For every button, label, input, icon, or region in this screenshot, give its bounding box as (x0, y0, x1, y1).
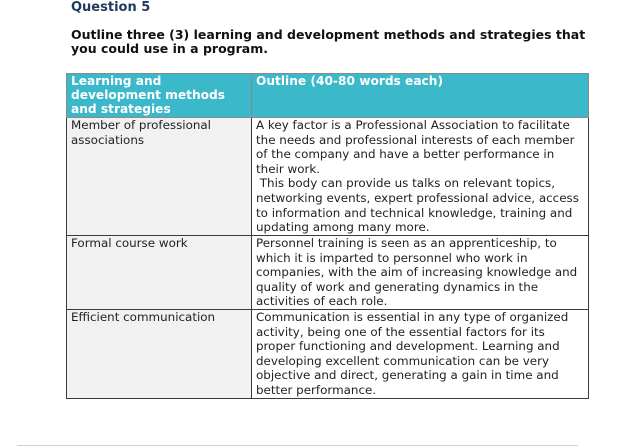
table-row (67, 309, 589, 398)
methods-table (66, 73, 589, 399)
outline-cell (252, 309, 589, 398)
method-cell: Formal course work (67, 236, 252, 310)
method-cell: Member of professional associations (67, 118, 252, 236)
header-outline: Outline (40-80 words each) (252, 74, 589, 118)
header-methods: Learning and development methods and strategies (67, 74, 252, 118)
table-header-row (67, 74, 589, 118)
method-cell: Efficient communication (67, 309, 252, 398)
footer-divider (17, 445, 578, 446)
question-heading: Question 5 (71, 0, 151, 15)
table-row (67, 118, 589, 236)
outline-paragraph: This body can provide us talks on relevant topics, networking events, expert professional advice, access to information and technical knowledge, training and updating among many more. (256, 176, 583, 235)
outline-cell (252, 236, 589, 310)
question-instruction: Outline three (3) learning and development methods and strategies that you could use in a program. (71, 27, 586, 56)
outline-paragraph: Communication is essential in any type of organized activity, being one of the essential factors for its proper functioning and development. Learning and developing excellent communication can be very objective and direct, generating a gain in time and better performance. (256, 309, 569, 397)
outline-cell (252, 118, 589, 236)
table-row (67, 236, 589, 310)
outline-paragraph: A key factor is a Professional Association to facilitate the needs and professional interests of each member of the company and have a better performance in their work. (256, 118, 575, 176)
outline-paragraph: Personnel training is seen as an apprenticeship, to which it is imparted to personnel who work in companies, with the aim of increasing knowledge and quality of work and generating dynamics in the activities of each role. (256, 236, 578, 309)
